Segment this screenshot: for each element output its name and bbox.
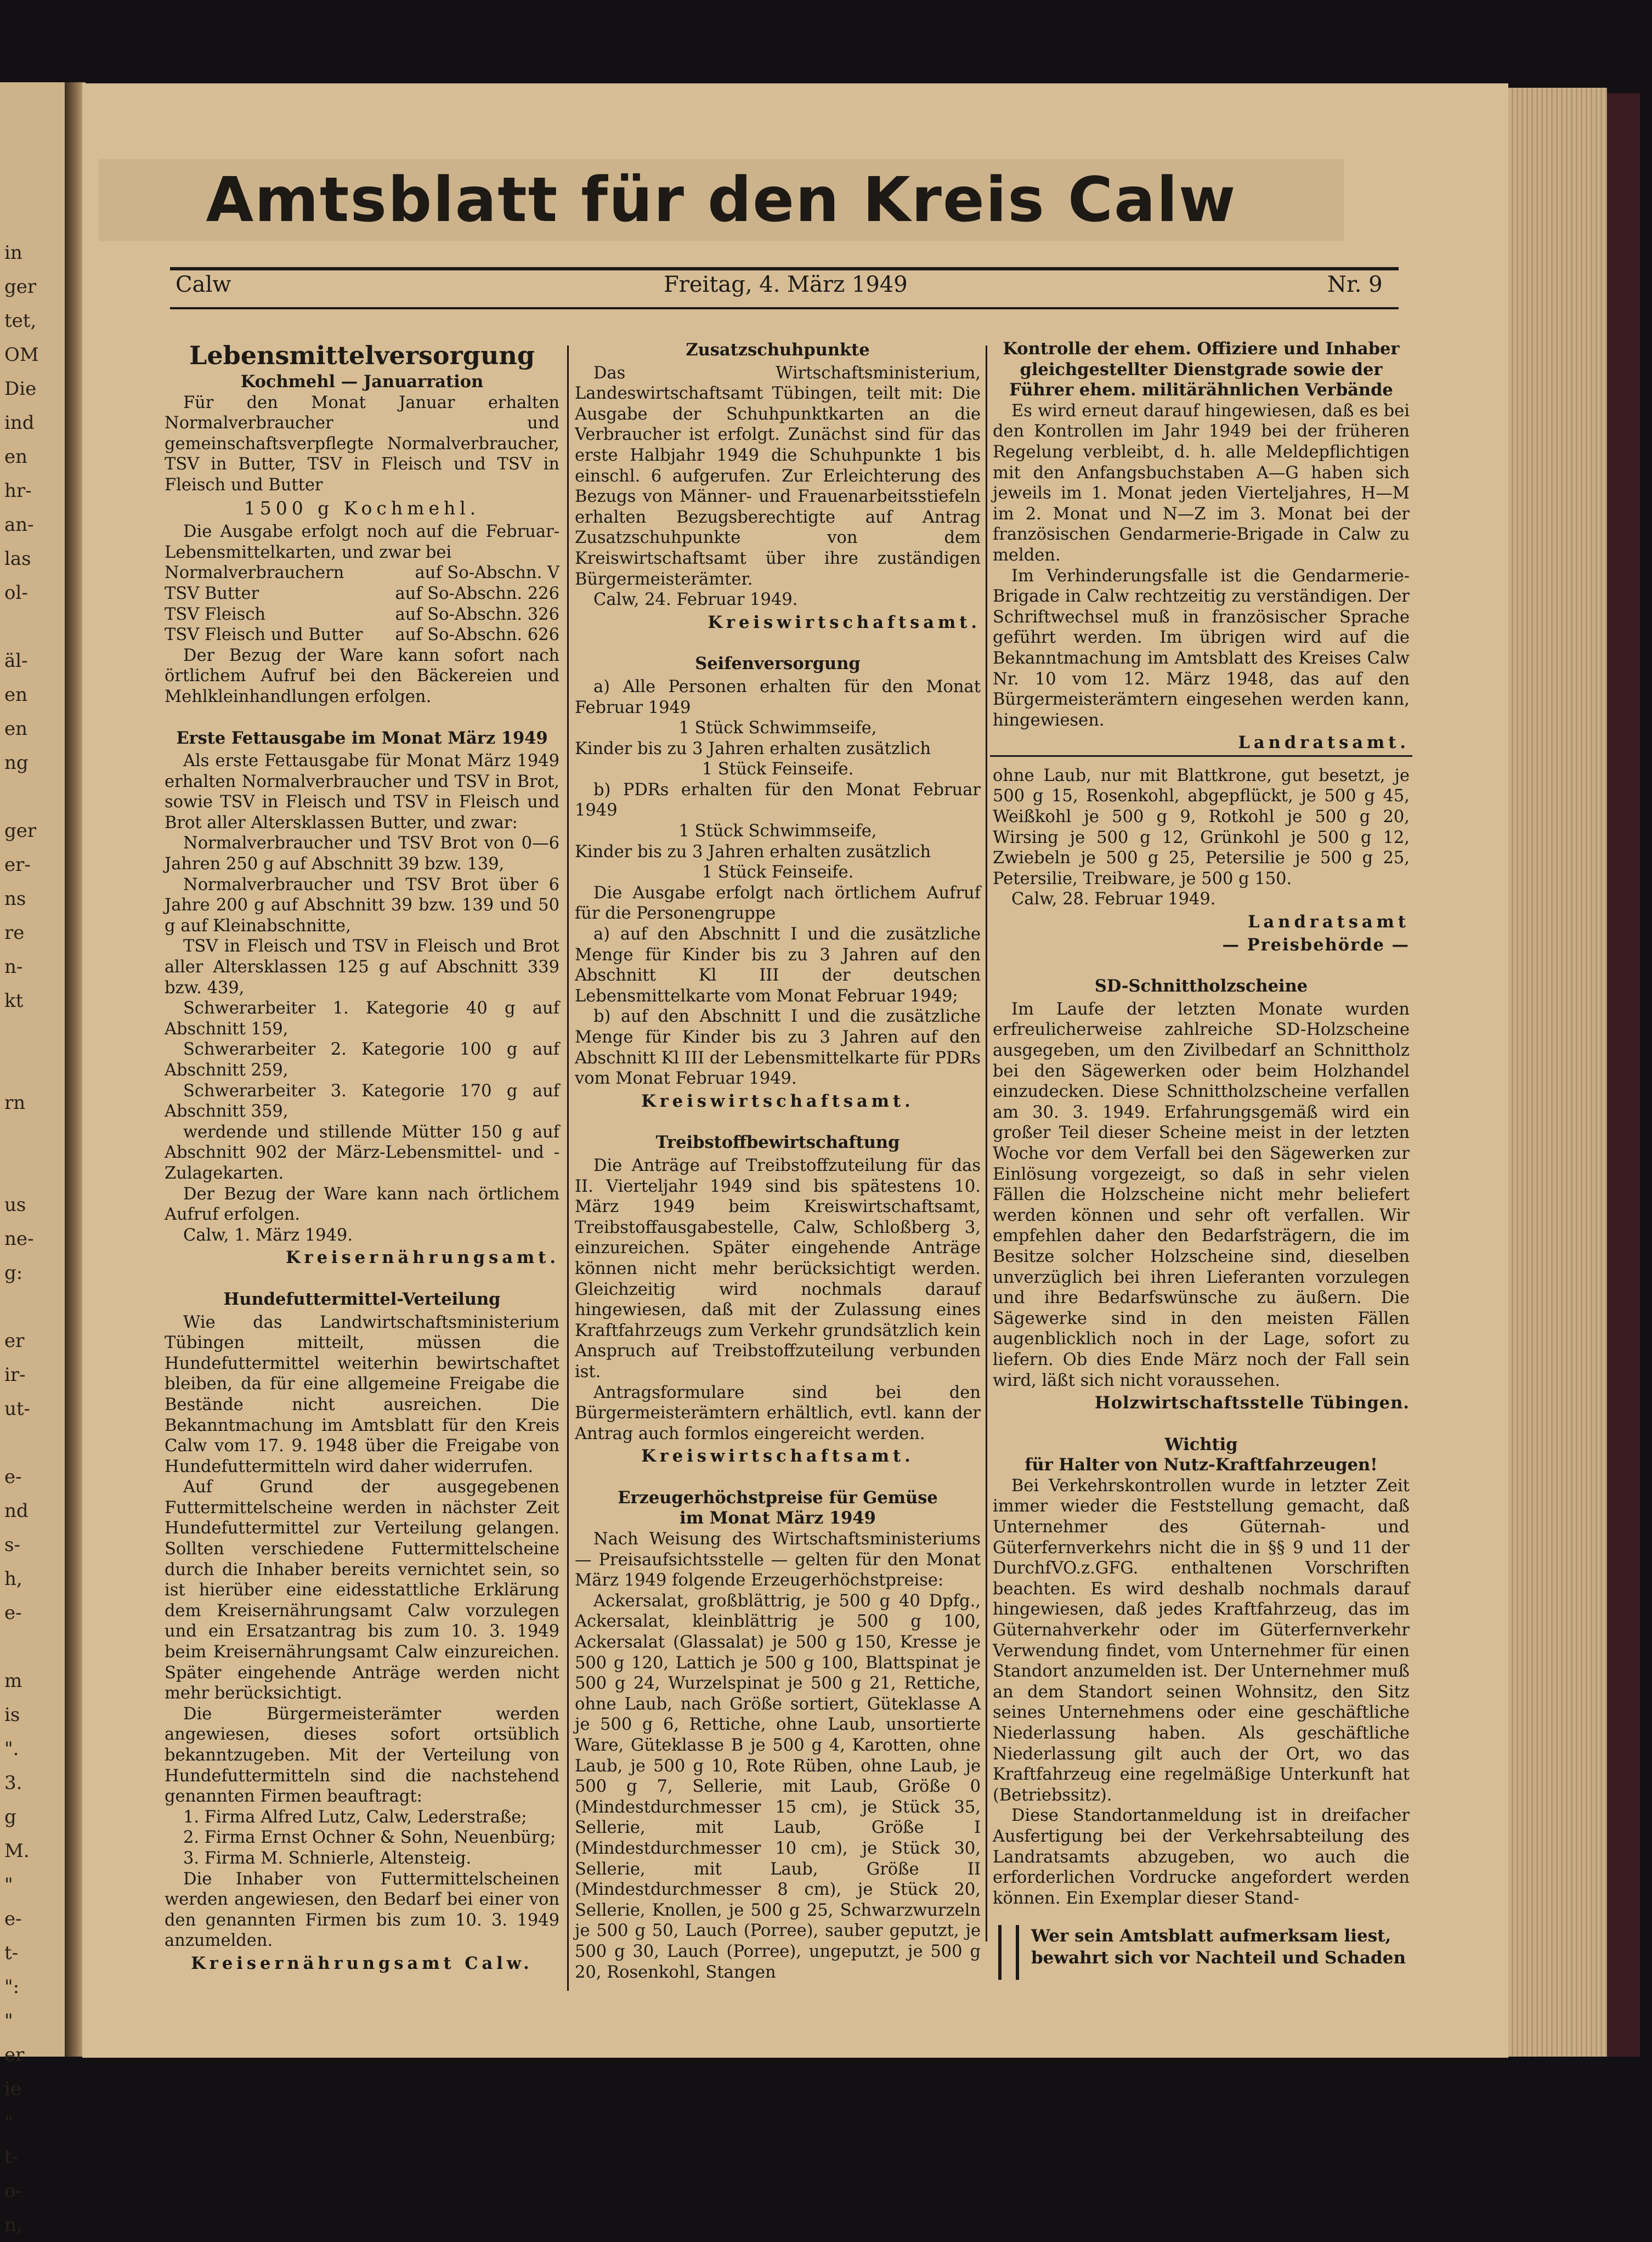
list-item: 1. Firma Alfred Lutz, Calw, Lederstraße; [183, 1807, 527, 1827]
paragraph: Kinder bis zu 3 Jahren erhalten zusätzlich [575, 739, 931, 758]
article-title: Erste Fettausgabe im Monat März 1949 [176, 728, 548, 748]
article-signature: Kreisernährungsamt Calw. [191, 1953, 533, 1973]
article-title: Kontrolle der ehem. Offiziere und Inhaber [1003, 339, 1400, 359]
paragraph: Der Bezug der Ware kann nach örtlichem Aufruf erfolgen. [165, 1184, 559, 1225]
row-where: auf So-Abschn. V [415, 563, 559, 583]
row-where: auf So-Abschn. 326 [395, 604, 559, 624]
article-seifenversorgung [575, 654, 981, 1112]
footer-line: Wer sein Amtsblatt aufmerksam liest, [1031, 1926, 1391, 1946]
column-2 [575, 340, 981, 1985]
paragraph: Im Laufe der letzten Monate wurden erfreulicherweise zahlreiche SD-Holzscheine ausgegeben, um den Zivilbedarf an Schnittholz bei den Sägewerken oder beim Holzhandel einzudecken. Diese Schnittholzscheine verfallen am 30. 3. 1949. Erfahrungsgemäß wird ein großer Teil dieser Scheine meist in der letzten Woche vor dem Verfall bei den Sägewerken zur Einlösung vorgezeigt, so daß in sehr vielen Fällen die Holzscheine nicht mehr beliefert werden können und sehr oft verfallen. Wir empfehlen daher den Bedarfsträgern, die im Besitze solcher Holzscheine sind, dieselben unverzüglich bei ihren Lieferanten vorzulegen und ihre Bedarfswünsche zu äußern. Die Sägewerke sind in den meisten Fällen augenblicklich noch in der Lage, sofort zu liefern. Ob dies Ende März noch der Fall sein wird, läßt sich nicht voraussehen. [993, 999, 1410, 1390]
paragraph: Für den Monat Januar erhalten Normalverbraucher und gemeinschaftsverpflegte Normalverbraucher, TSV in Butter, TSV in Fleisch und TSV in Fleisch und Butter [165, 393, 559, 495]
article-signature: Kreisernährungsamt. [286, 1248, 559, 1268]
paragraph: Ackersalat, großblättrig, je 500 g 40 Dpfg., Ackersalat, kleinblättrig je 500 g 100, Ackersalat (Glassalat) je 500 g 150, Kresse je 500 g 120, Lattich je 500 g 100, Blattspinat je 500 g 24, Wurzelspinat je 500 g 21, Rettiche, ohne Laub, nach Größe sortiert, Güteklasse A je 500 g 6, Rettiche, ohne Laub, unsortierte Ware, Güteklasse B je 500 g 4, Karotten, ohne Laub, je 500 g 10, Rote Rüben, ohne Laub, je 500 g 7, Sellerie, mit Laub, Größe 0 (Mindestdurchmesser 15 cm), je Stück 35, Sellerie, mit Laub, Größe I (Mindestdurchmesser 10 cm), je Stück 30, Sellerie, mit Laub, Größe II (Mindestdurchmesser 8 cm), je Stück 20, Sellerie, Knollen, je 500 g 25, Schwarzwurzeln je 500 g 50, Lauch (Porree), sauber geputzt, je 500 g 30, Lauch (Porree), ungeputzt, je 500 g 20, Rosenkohl, Stangen [575, 1591, 981, 1982]
paragraph: b) auf den Abschnitt I und die zusätzliche Menge für Kinder bis zu 3 Jahren auf den Abschnitt Kl III der Lebensmittelkarte für PDRs vom Monat Februar 1949. [575, 1007, 981, 1089]
article-title: Lebensmittelversorgung [189, 341, 535, 370]
table-row [165, 563, 559, 584]
paragraph: ohne Laub, nur mit Blattkrone, gut besetzt, je 500 g 15, Rosenkohl, abgepflückt, je 500 g 45, Weißkohl je 500 g 9, Rotkohl je 500 g 20, Wirsing je 500 g 12, Grünkohl je 500 g 12, Zwiebeln je 500 g 25, Petersilie je 500 g 25, Petersilie, Treibware, je 500 g 150. [993, 766, 1410, 888]
article-gemuesepreise-continued [993, 766, 1410, 955]
paragraph: Im Verhinderungsfalle ist die Gendarmerie-Brigade in Calw rechtzeitig zu verständigen. Der Schriftwechsel muß in französischer Sprache geführt werden. Im übrigen wird auf die Bekanntmachung im Amtsblatt des Kreises Calw Nr. 10 vom 12. März 1948, das auf den Bürgermeisterämtern eingesehen werden kann, hingewiesen. [993, 566, 1410, 730]
article-gemuesepreise [575, 1488, 981, 1983]
dateline-issue: Nr. 9 [1327, 272, 1383, 297]
book-spine [1607, 93, 1640, 2057]
centered-line: 1 Stück Schwimmseife, [678, 822, 877, 841]
row-who: TSV Butter [165, 584, 259, 603]
newspaper-title: Amtsblatt für den Kreis Calw [206, 165, 1237, 236]
dateline-date: Freitag, 4. März 1949 [664, 272, 908, 297]
column-separator [567, 346, 569, 1991]
paragraph: Die Bürgermeisterämter werden angewiesen, dieses sofort ortsüblich bekanntzugeben. Mit der Verteilung von Hundefuttermitteln sind die nachstehend genannten Firmen beauftragt: [165, 1704, 559, 1807]
paragraph: Der Bezug der Ware kann sofort nach örtlichem Aufruf bei den Bäckereien und Mehlkleinhandlungen erfolgen. [165, 646, 559, 706]
table-row [165, 604, 559, 625]
paragraph: Schwerarbeiter 3. Kategorie 170 g auf Abschnitt 359, [165, 1081, 559, 1122]
row-who: TSV Fleisch und Butter [165, 625, 363, 645]
article-title: Erzeugerhöchstpreise für Gemüse [618, 1487, 938, 1508]
list-item: 3. Firma M. Schnierle, Altensteig. [183, 1848, 472, 1868]
article-date: Calw, 28. Februar 1949. [1011, 890, 1216, 909]
article-subtitle: gleichgestellter Dienstgrade sowie der Führer ehem. militärähnlichen Verbände [1009, 359, 1393, 400]
paragraph: Antragsformulare sind bei den Bürgermeisterämtern erhältlich, evtl. kann der Antrag auch formlos eingereicht werden. [575, 1383, 981, 1443]
paragraph: Auf Grund der ausgegebenen Futtermittelscheine werden in nächster Zeit Hundefuttermittel zur Verteilung gelangen. Sollten verschiedene Futtermittelscheine durch die Inhaber bereits vernichtet sein, so ist hierüber eine eidesstattliche Erklärung dem Kreisernährungsamt Calw vorzulegen und ein Ersatzantrag bis zum 10. 3. 1949 beim Kreisernährungsamt Calw einzureichen. Später eingehende Anträge werden nicht mehr berücksichtigt. [165, 1477, 559, 1703]
paragraph: Wie das Landwirtschaftsministerium Tübingen mitteilt, müssen die Hundefuttermittel weiterhin bewirtschaftet bleiben, da für eine allgemeine Freigabe die Bestände nicht ausreichen. Die Bekanntmachung im Amtsblatt für den Kreis Calw vom 17. 9. 1948 über die Freigabe von Hundefuttermitteln wird daher widerrufen. [165, 1312, 559, 1476]
article-title: Treibstoffbewirtschaftung [655, 1133, 900, 1153]
footer-text [1031, 1925, 1410, 1969]
paragraph: b) PDRs erhalten für den Monat Februar 1949 [575, 780, 981, 820]
table-row [165, 625, 559, 646]
row-where: auf So-Abschn. 226 [395, 584, 559, 603]
page-edges [1508, 88, 1607, 2057]
paragraph: a) auf den Abschnitt I und die zusätzliche Menge für Kinder bis zu 3 Jahren auf den Abschnitt Kl III der deutschen Lebensmittelkarte vom Monat Februar 1949; [575, 925, 981, 1006]
column-3 [993, 339, 1410, 1918]
article-schnittholzscheine [993, 976, 1410, 1413]
paragraph: werdende und stillende Mütter 150 g auf Abschnitt 902 der März-Lebensmittel- und -Zulagekarten. [165, 1122, 559, 1183]
centered-line: 1 Stück Schwimmseife, [678, 718, 877, 738]
article-title: Seifenversorgung [695, 654, 861, 674]
paragraph: Diese Standortanmeldung ist in dreifacher Ausfertigung bei der Verkehrsabteilung des Landratsamts abzugeben, wo auch die erforderlichen Vordrucke angefordert werden können. Ein Exemplar dieser Stand- [993, 1806, 1410, 1908]
article-signature: Landratsamt. [1238, 733, 1410, 753]
list-item: 2. Firma Ernst Ochner & Sohn, Neuenbürg; [183, 1828, 556, 1848]
paragraph: Kinder bis zu 3 Jahren erhalten zusätzlich [575, 842, 931, 862]
paragraph: TSV in Fleisch und TSV in Fleisch und Brot aller Altersklassen 125 g auf Abschnitt 339 bzw. 439, [165, 937, 559, 998]
article-title: Zusatzschuhpunkte [686, 340, 870, 360]
article-lebensmittelversorgung [165, 339, 559, 707]
dateline-place: Calw [176, 272, 231, 297]
centered-line: 1 Stück Feinseife. [701, 760, 854, 779]
paragraph: Schwerarbeiter 1. Kategorie 40 g auf Abschnitt 159, [165, 999, 559, 1039]
centered-line: 1 Stück Feinseife. [701, 863, 854, 882]
row-who: TSV Fleisch [165, 604, 266, 624]
article-subtitle: für Halter von Nutz-Kraftfahrzeugen! [1025, 1455, 1378, 1475]
article-signature: Holzwirtschaftsstelle Tübingen. [1094, 1393, 1410, 1413]
table-row [165, 584, 559, 604]
paragraph: Normalverbraucher und TSV Brot über 6 Jahre 200 g auf Abschnitt 39 bzw. 139 und 50 g auf Kleinabschnitte, [165, 875, 559, 936]
article-treibstoff [575, 1133, 981, 1467]
footer-line: bewahrt sich vor Nachteil und Schaden [1031, 1948, 1406, 1968]
footer-notice [998, 1925, 1415, 1991]
article-signature: Landratsamt [1248, 912, 1410, 932]
paragraph: Die Inhaber von Futtermittelscheinen werden angewiesen, den Bedarf bei einer von den genannten Firmen bis zum 10. 3. 1949 anzumelden. [165, 1869, 559, 1951]
article-title: Wichtig [1164, 1434, 1238, 1454]
article-date: Calw, 24. Februar 1949. [593, 590, 798, 610]
masthead-rule-bottom [170, 307, 1399, 309]
column-1 [165, 339, 559, 1984]
row-where: auf So-Abschn. 626 [395, 625, 559, 645]
article-fettausgabe [165, 728, 559, 1269]
article-hundefuttermittel [165, 1289, 559, 1974]
article-signature: Kreiswirtschaftsamt. [641, 1091, 914, 1111]
article-subtitle: im Monat März 1949 [680, 1508, 876, 1528]
paragraph: Bei Verkehrskontrollen wurde in letzter Zeit immer wieder die Feststellung gemacht, daß Unternehmer des Güternah- und Güterfernverkehrs nicht die in §§ 9 und 11 der DurchfVO.z.GFG. enthaltenen Vorschriften beachten. Es wird deshalb nochmals darauf hingewiesen, daß jedes Kraftfahrzeug, das im Güternahverkehr oder im Güterfernverkehr Verwendung findet, vom Unternehmer für einen Standort anzumelden ist. Der Unternehmer muß an dem Standort seinen Wohnsitz, den Sitz seines Unternehmens oder eine geschäftliche Niederlassung haben. Als geschäftliche Niederlassung gilt auch der Ort, wo das Kraftfahrzeug eine regelmäßige Unterkunft hat (Betriebssitz). [993, 1476, 1410, 1805]
paragraph: Das Wirtschaftsministerium, Landeswirtschaftsamt Tübingen, teilt mit: Die Ausgabe der Schuhpunktkarten an die Verbraucher ist erfolgt. Zunächst sind für das erste Halbjahr 1949 die Schuhpunkte 1 bis einschl. 6 aufgerufen. Zur Erleichterung des Bezugs von Männer- und Frauenarbeitsstiefeln erhalten Bezugsberechtigte auf Antrag Zusatzschuhpunkte von dem Kreiswirtschaftsamt über ihre zuständigen Bürgermeisterämter. [575, 363, 981, 589]
dateline [170, 272, 1399, 305]
article-wichtig [993, 1435, 1410, 1909]
kochmehl-amount: 1500 g Kochmehl. [244, 497, 480, 519]
article-title: SD-Schnittholzscheine [1094, 976, 1308, 997]
article-date: Calw, 1. März 1949. [183, 1225, 353, 1245]
masthead-rule-top [170, 267, 1399, 270]
paragraph: Die Ausgabe erfolgt nach örtlichem Aufruf für die Personengruppe [575, 883, 981, 924]
paragraph: Schwerarbeiter 2. Kategorie 100 g auf Abschnitt 259, [165, 1040, 559, 1080]
article-signature: Kreiswirtschaftsamt. [708, 612, 981, 632]
paragraph: Die Ausgabe erfolgt noch auf die Februar-Lebensmittelkarten, und zwar bei [165, 522, 559, 562]
left-page-margin [0, 82, 66, 2236]
paragraph: Es wird erneut darauf hingewiesen, daß es bei den Kontrollen im Jahr 1949 bei der früheren Regelung verbleibt, d. h. alle Meldepflichtigen mit den Anfangsbuchstaben A—G haben sich jeweils im 1. Monat jeden Vierteljahres, H—M im 2. Monat und N—Z im 3. Monat bei der französischen Gendarmerie-Brigade in Calw zu melden. [993, 401, 1410, 565]
paragraph: Als erste Fettausgabe für Monat März 1949 erhalten Normalverbraucher und TSV in Brot, sowie TSV in Fleisch und TSV in Fleisch und Brot aller Altersklassen Butter, und zwar: [165, 751, 559, 833]
row-who: Normalverbrauchern [165, 563, 344, 583]
article-signature: Kreiswirtschaftsamt. [641, 1446, 914, 1467]
paragraph: Die Anträge auf Treibstoffzuteilung für das II. Vierteljahr 1949 sind bis spätestens 10. März 1949 beim Kreiswirtschaftsamt, Treibstoffausgabestelle, Calw, Schloßberg 3, einzureichen. Später eingehende Anträge können nicht mehr berücksichtigt werden. Gleichzeitig wird nochmals darauf hingewiesen, daß mit der Zulassung eines Kraftfahrzeugs zum Verkehr grundsätzlich kein Anspruch auf Treibstoffzuteilung verbunden ist. [575, 1156, 981, 1382]
paragraph: Normalverbraucher und TSV Brot von 0—6 Jahren 250 g auf Abschnitt 39 bzw. 139, [165, 834, 559, 874]
paragraph: a) Alle Personen erhalten für den Monat Februar 1949 [575, 677, 981, 717]
article-kontrolle [993, 339, 1410, 754]
article-title: Hundefuttermittel-Verteilung [223, 1289, 501, 1309]
article-subtitle: Kochmehl — Januarration [240, 372, 484, 392]
column-separator [986, 346, 987, 1941]
double-bar-ornament [998, 1925, 1019, 1980]
paragraph: Nach Weisung des Wirtschaftsministeriums — Preisaufsichtsstelle — gelten für den Monat März 1949 folgende Erzeugerhöchstpreise: [575, 1530, 981, 1590]
article-signature-sub: — Preisbehörde — [1222, 935, 1410, 955]
article-zusatzschuhpunkte [575, 340, 981, 633]
left-page-fragments: in ger tet, OM Die ind en hr- an- las ol- äl- en en ng ger er- ns re n- kt rn us ne- g: er ir- ut- e- nd s- h, e- m is ". 3. g M. " e- t- ": " er ie " t- o- n, [4, 242, 39, 2236]
